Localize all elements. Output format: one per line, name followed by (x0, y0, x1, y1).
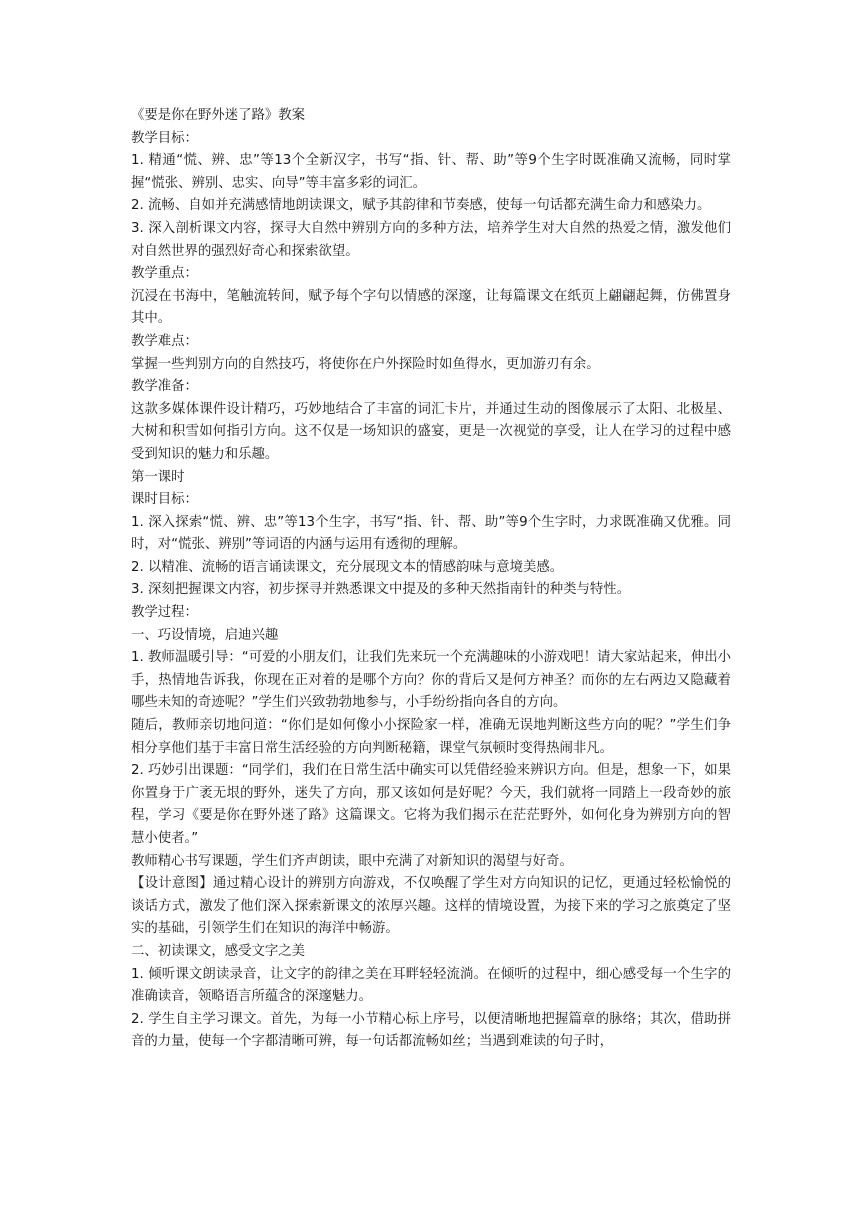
paragraph: 1. 深入探索“慌、辨、忠”等13个生字，书写“指、针、帮、助”等9个生字时，力求既准确又优雅。同时，对“慌张、辨别”等词语的内涵与运用有透彻的理解。 (131, 514, 731, 553)
document-page (131, 105, 731, 1054)
paragraph: 3. 深刻把握课文内容，初步探寻并熟悉课文中提及的多种天然指南针的种类与特性。 (131, 582, 631, 598)
paragraph: 3. 深入剖析课文内容，探寻大自然中辨别方向的多种方法，培养学生对大自然的热爱之情，激发他们对自然世界的强烈好奇心和探索欲望。 (131, 220, 731, 259)
paragraph: 教师精心书写课题，学生们齐声朗读，眼中充满了对新知识的渴望与好奇。 (131, 853, 573, 869)
paragraph: 掌握一些判别方向的自然技巧，将使你在户外探险时如鱼得水，更加游刃有余。 (131, 356, 600, 372)
section-heading: 二、初读课文，感受文字之美 (131, 943, 306, 959)
section-heading: 课时目标： (131, 492, 198, 508)
section-heading: 教学目标： (131, 130, 198, 146)
paragraph: 2. 以精准、流畅的语言诵读课文，充分展现文本的情感韵味与意境美感。 (131, 559, 564, 575)
paragraph: 【设计意图】通过精心设计的辨别方向游戏，不仅唤醒了学生对方向知识的记忆，更通过轻松愉悦的谈话方式，激发了他们深入探索新课文的浓厚兴趣。这样的情境设置，为接下来的学习之旅奠定了坚实的基础，引领学生们在知识的海洋中畅游。 (131, 876, 731, 937)
section-heading: 第一课时 (131, 469, 185, 485)
section-heading: 教学过程： (131, 605, 198, 621)
paragraph: 这款多媒体课件设计精巧，巧妙地结合了丰富的词汇卡片，并通过生动的图像展示了太阳、北极星、大树和积雪如何指引方向。这不仅是一场知识的盛宴，更是一次视觉的享受，让人在学习的过程中感受到知识的魅力和乐趣。 (131, 401, 731, 462)
section-heading: 教学难点： (131, 333, 198, 349)
paragraph: 2. 学生自主学习课文。首先，为每一小节精心标上序号，以便清晰地把握篇章的脉络；其次，借助拼音的力量，使每一个字都清晰可辨，每一句话都流畅如丝；当遇到难读的句子时， (131, 1011, 731, 1050)
section-heading: 教学重点： (131, 266, 198, 282)
paragraph: 1. 倾听课文朗读录音，让文字的韵律之美在耳畔轻轻流淌。在倾听的过程中，细心感受每一个生字的准确读音，领略语言所蕴含的深邃魅力。 (131, 966, 731, 1005)
paragraph: 沉浸在书海中，笔触流转间，赋予每个字句以情感的深邃，让每篇课文在纸页上翩翩起舞，仿佛置身其中。 (131, 288, 731, 327)
document-title: 《要是你在野外迷了路》教案 (131, 108, 306, 123)
paragraph: 随后，教师亲切地问道：“你们是如何像小小探险家一样，准确无误地判断这些方向的呢？”学生们争相分享他们基于丰富日常生活经验的方向判断秘籍，课堂气氛顿时变得热闹非凡。 (131, 718, 731, 756)
paragraph: 2. 巧妙引出课题：“同学们，我们在日常生活中确实可以凭借经验来辨识方向。但是，想象一下，如果你置身于广袤无垠的野外，迷失了方向，那又该如何是好呢？今天，我们就将一同踏上一段奇妙的旅程，学习《要是你在野外迷了路》这篇课文。它将为我们揭示在茫茫野外，如何化身为辨别方向的智慧小使者。” (131, 763, 731, 846)
paragraph: 2. 流畅、自如并充满感情地朗读课文，赋予其韵律和节奏感，使每一句话都充满生命力和感染力。 (131, 198, 711, 214)
section-heading: 一、巧设情境，启迪兴趣 (131, 627, 279, 643)
paragraph: 1. 精通“慌、辨、忠”等13个全新汉字，书写“指、针、帮、助”等9个生字时既准确又流畅，同时掌握“慌张、辨别、忠实、向导”等丰富多彩的词汇。 (131, 153, 731, 191)
section-heading: 教学准备： (131, 379, 198, 395)
paragraph: 1. 教师温暖引导：“可爱的小朋友们，让我们先来玩一个充满趣味的小游戏吧！请大家站起来，伸出小手，热情地告诉我，你现在正对着的是哪个方向？你的背后又是何方神圣？而你的左右两边又隐藏着哪些未知的奇迹呢？”学生们兴致勃勃地参与，小手纷纷指向各自的方向。 (131, 650, 731, 711)
